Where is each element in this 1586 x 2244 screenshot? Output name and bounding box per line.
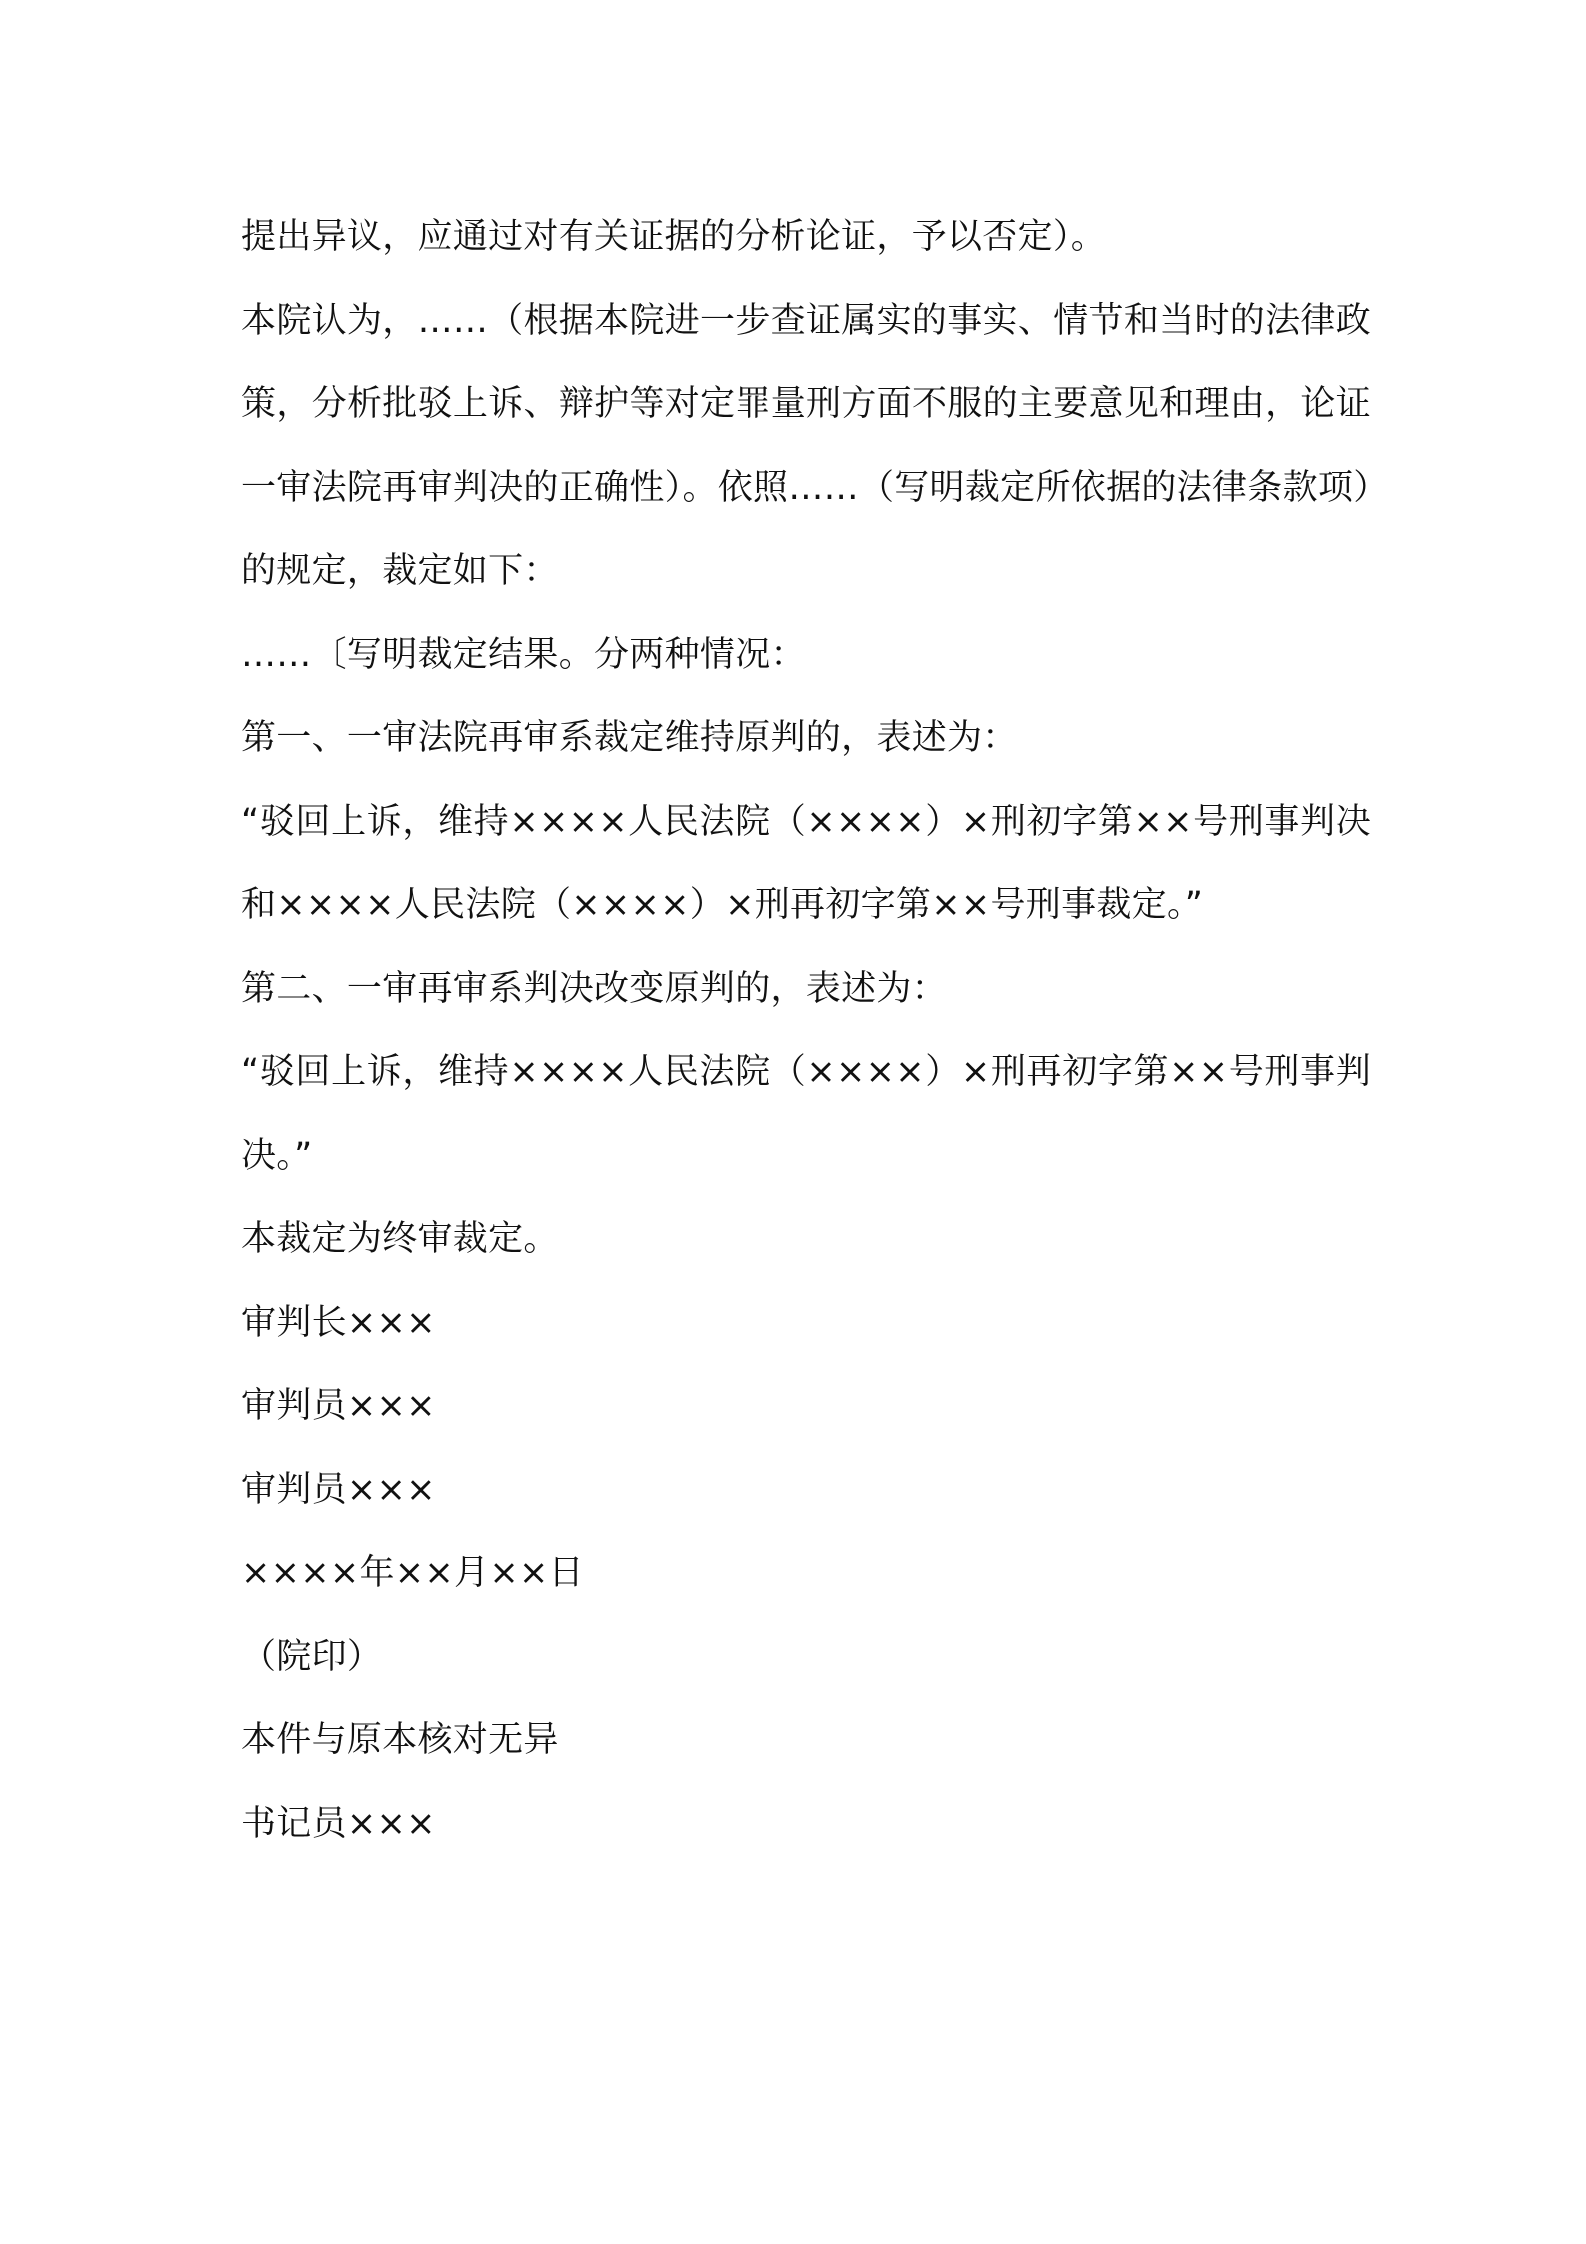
judge-line-two: 审判员××× [241, 1469, 436, 1510]
date-line: ××××年××月××日 [241, 1553, 584, 1593]
paragraph-final-ruling: 本裁定为终审裁定。 [241, 1219, 559, 1259]
clerk-line: 书记员××× [241, 1803, 436, 1844]
paragraph-case-one-quote: “驳回上诉，维持××××人民法院（××××）×刑初字第××号刑事判决和××××人民法院（××××）×刑再初字第××号刑事裁定。” [241, 801, 1371, 925]
paragraph-case-two-heading: 第二、一审再审系判决改变原判的，表述为： [241, 968, 948, 1009]
paragraph-case-one-heading: 第一、一审法院再审系裁定维持原判的，表述为： [241, 718, 1018, 758]
court-seal-line: （院印） [241, 1636, 383, 1677]
paragraph-ruling-result-intro: ……〔写明裁定结果。分两种情况： [241, 634, 806, 675]
paragraph-case-two-quote: “驳回上诉，维持××××人民法院（××××）×刑再初字第××号刑事判决。” [241, 1052, 1371, 1176]
verification-line: 本件与原本核对无异 [241, 1720, 559, 1760]
paragraph-court-opinion: 本院认为，……（根据本院进一步查证属实的事实、情节和当时的法律政策，分析批驳上诉、辩护等对定罪量刑方面不服的主要意见和理由，论证一审法院再审判决的正确性）。依照……（写明裁定所依据的法律条款项）的规定，裁定如下： [241, 300, 1371, 591]
presiding-judge-line: 审判长××× [241, 1302, 436, 1343]
paragraph-objection-conclusion: 提出异议，应通过对有关证据的分析论证，予以否定）。 [241, 217, 1107, 257]
document-body [241, 196, 1371, 1866]
judge-line-one: 审判员××× [241, 1386, 436, 1426]
